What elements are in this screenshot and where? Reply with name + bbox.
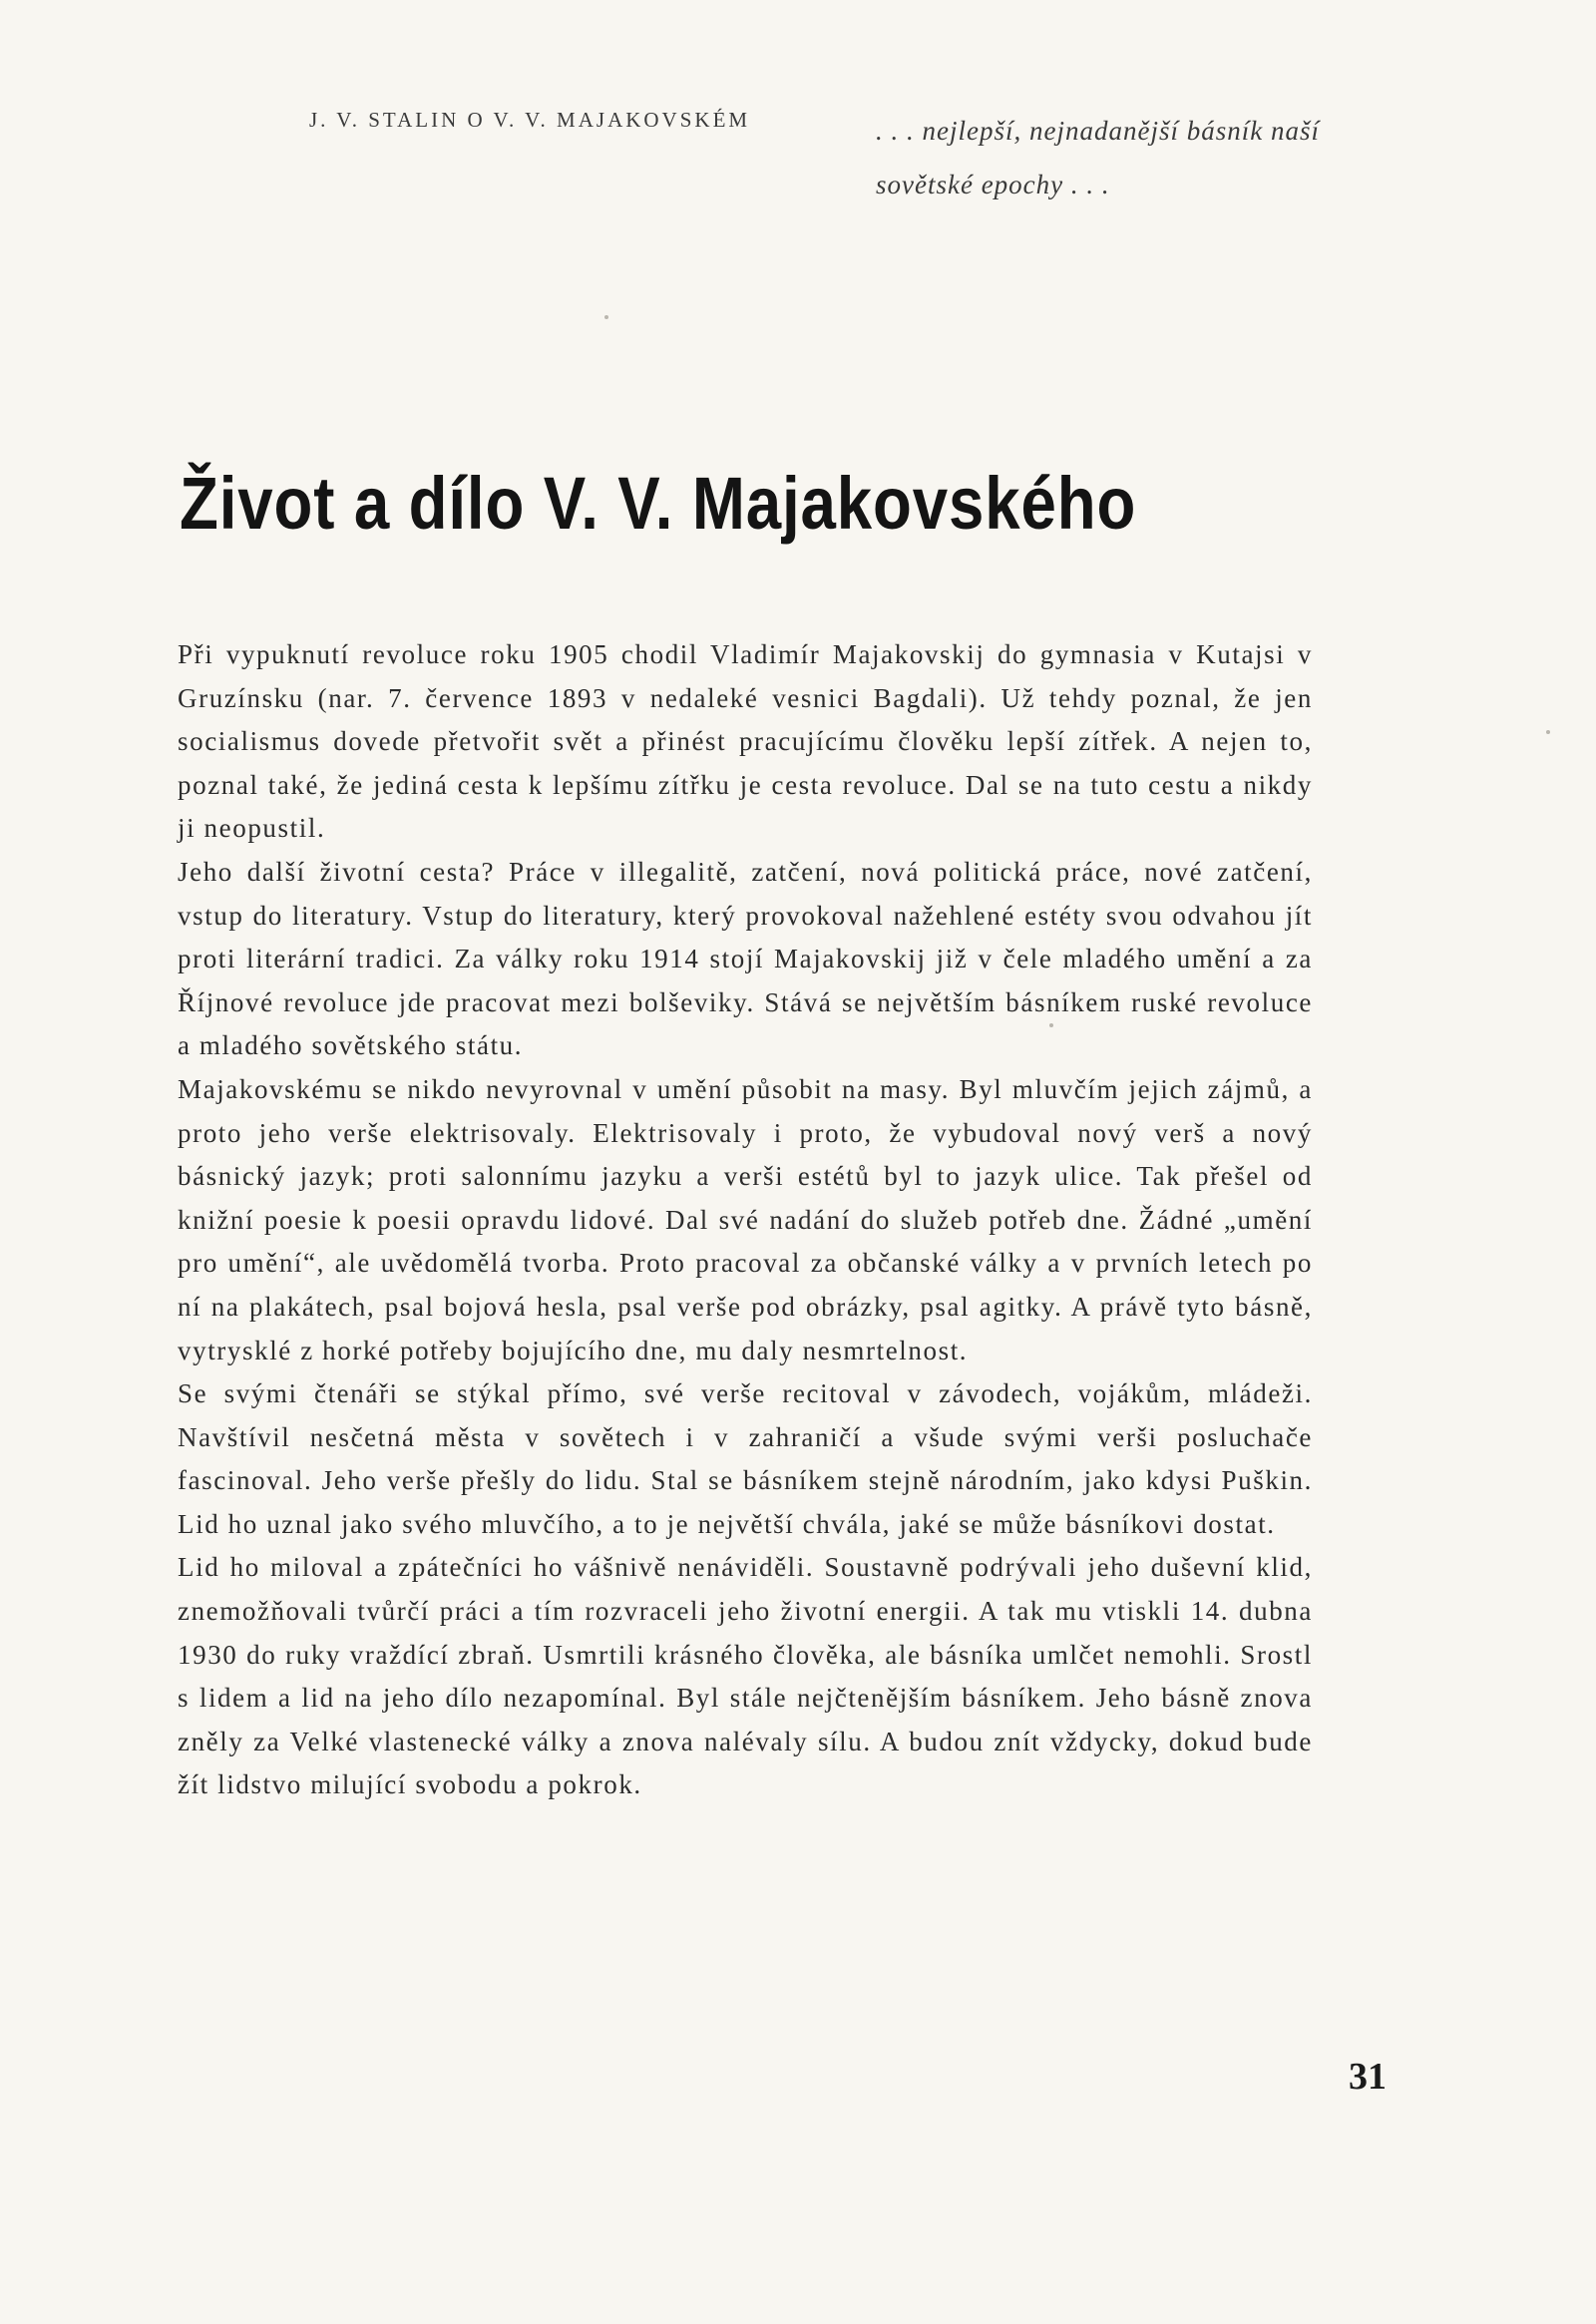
epigraph-attribution: J. V. STALIN O V. V. MAJAKOVSKÉM xyxy=(309,108,751,132)
page-title: Život a dílo V. V. Majakovského xyxy=(180,462,1137,545)
paragraph: Majakovskému se nikdo nevyrovnal v umění působit na masy. Byl mluvčím jejich zájmů, a proto jeho verše elektrisovaly. Elektrisovaly i proto, že vybudoval nový verš a nový básnický jazyk; proti salonnímu jazyku a verši estétů byl to jazyk ulice. Tak přešel od knižní poesie k poesii opravdu lidové. Dal své nadání do služeb potřeb dne. Žádné „umění pro umění“, ale uvědomělá tvorba. Proto pracoval za občanské války a v prvních letech po ní na plakátech, psal bojová hesla, psal verše pod obrázky, psal agitky. A právě tyto básně, vytrysklé z horké potřeby bojujícího dne, mu daly nesmrtelnost. xyxy=(178,1073,1313,1365)
epigraph-quote: . . . nejlepší, nejnadanější básník naší sovětské epochy . . . xyxy=(876,116,1320,199)
paper-speck xyxy=(604,315,608,319)
page-number: 31 xyxy=(1349,2056,1387,2098)
paper-speck xyxy=(1546,730,1550,734)
paragraph: Se svými čtenáři se stýkal přímo, své verše recitoval v závodech, vojákům, mládeži. Navštívil nesčetná města v sovětech i v zahraničí a všude svými verši posluchače fascinoval. Jeho verše přešly do lidu. Stal se básníkem stejně národním, jako kdysi Puškin. Lid ho uznal jako svého mluvčího, a to je největší chvála, jaké se může básníkovi dostat. xyxy=(178,1378,1313,1539)
article-body xyxy=(178,633,1313,1807)
paragraph: Lid ho miloval a zpátečníci ho vášnivě nenáviděli. Soustavně podrývali jeho duševní klid, znemožňovali tvůrčí práci a tím rozvraceli jeho životní energii. A tak mu vtiskli 14. dubna 1930 do ruky vraždící zbraň. Usmrtili krásného člověka, ale básníka umlčet nemohli. Srostl s lidem a lid na jeho dílo nezapomínal. Byl stále nejčtenějším básníkem. Jeho básně znova zněly za Velké vlastenecké války a znova nalévaly sílu. A budou znít vždycky, dokud bude žít lidstvo milující svobodu a pokrok. xyxy=(178,1552,1313,1800)
paragraph: Jeho další životní cesta? Práce v illegalitě, zatčení, nová politická práce, nové zatčení, vstup do literatury. Vstup do literatury, který provokoval nažehlené estéty svou odvahou jít proti literární tradici. Za války roku 1914 stojí Majakovskij již v čele mladého umění a za Říjnové revoluce jde pracovat mezi bolševiky. Stává se největším básníkem ruské revoluce a mladého sovětského státu. xyxy=(178,856,1313,1061)
paragraph: Při vypuknutí revoluce roku 1905 chodil Vladimír Majakovskij do gymnasia v Kutajsi v Gruzínsku (nar. 7. července 1893 v nedaleké vesnici Bagdali). Už tehdy poznal, že jen socialismus dovede přetvořit svět a přinést pracujícímu člověku lepší zítřek. A nejen to, poznal také, že jediná cesta k lepšímu zítřku je cesta revoluce. Dal se na tuto cestu a nikdy ji neopustil. xyxy=(178,639,1313,844)
